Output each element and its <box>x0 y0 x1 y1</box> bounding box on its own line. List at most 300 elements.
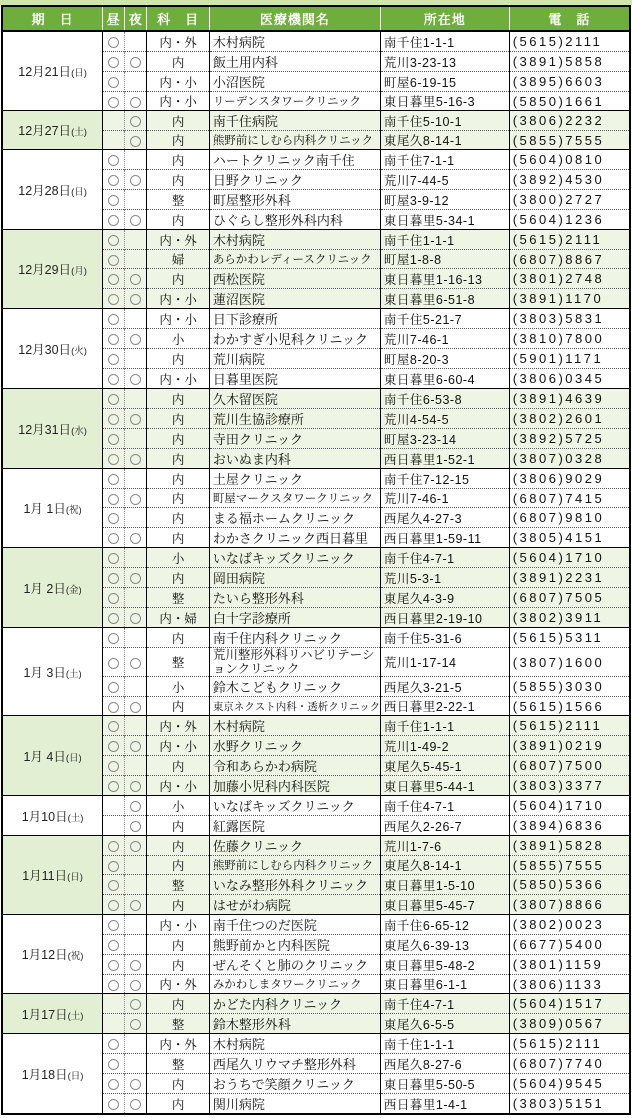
department-cell: 小 <box>147 329 209 349</box>
facility-name-cell: 南千住つのだ医院 <box>209 915 380 935</box>
open-circle-icon <box>108 553 119 564</box>
address-cell: 西日暮里2-22-1 <box>380 697 509 716</box>
night-mark-cell <box>125 677 147 697</box>
daytime-mark-cell <box>103 1034 125 1054</box>
open-circle-icon <box>130 821 141 832</box>
phone-cell: (3806)0345 <box>509 369 630 389</box>
daytime-mark-cell <box>103 895 125 915</box>
open-circle-icon <box>130 533 141 544</box>
open-circle-icon <box>130 1079 141 1090</box>
address-cell: 東日暮里1-5-10 <box>380 875 509 895</box>
phone-cell: (5615)2111 <box>509 1034 630 1054</box>
address-cell: 荒川7-46-1 <box>380 329 509 349</box>
address-cell: 南千住4-7-1 <box>380 994 509 1014</box>
facility-name-cell: 西松医院 <box>209 269 380 289</box>
open-circle-icon <box>108 741 119 752</box>
night-mark-cell <box>125 409 147 429</box>
open-circle-icon <box>108 533 119 544</box>
date-label: 12月29日 <box>18 263 72 277</box>
facility-name-cell: 佐藤クリニック <box>209 836 380 856</box>
open-circle-icon <box>108 414 119 425</box>
facility-name-cell: 令和あらかわ病院 <box>209 756 380 776</box>
daytime-mark-cell <box>103 429 125 449</box>
open-circle-icon <box>108 1079 119 1090</box>
address-cell: 南千住7-12-15 <box>380 469 509 489</box>
facility-name-cell: 熊野前にしむら内科クリニック <box>209 131 380 150</box>
daytime-mark-cell <box>103 856 125 875</box>
date-cell <box>2 230 103 309</box>
phone-cell: (6807)9810 <box>509 508 630 528</box>
department-cell: 内 <box>147 150 209 170</box>
day-of-week-label: (土) <box>67 812 84 824</box>
day-of-week-label: (土) <box>65 668 82 680</box>
address-cell: 荒川7-46-1 <box>380 489 509 508</box>
department-cell: 内・外 <box>147 31 209 52</box>
date-label: 1月12日 <box>21 948 68 962</box>
department-cell: 内 <box>147 170 209 190</box>
address-cell: 南千住1-1-1 <box>380 1034 509 1054</box>
phone-cell: (6807)7740 <box>509 1054 630 1074</box>
day-of-week-label: (日) <box>67 1070 84 1082</box>
department-cell: 内 <box>147 628 209 648</box>
open-circle-icon <box>130 741 141 752</box>
open-circle-icon <box>108 721 119 732</box>
facility-name-cell: かどた内科クリニック <box>209 994 380 1014</box>
day-of-week-label: (金) <box>65 584 82 596</box>
phone-cell: (5850)1661 <box>509 92 630 111</box>
address-cell: 東日暮里6-1-1 <box>380 975 509 994</box>
facility-name-cell: 熊野前かと内科医院 <box>209 935 380 955</box>
phone-cell: (3891)5858 <box>509 52 630 72</box>
phone-cell: (3803)5831 <box>509 309 630 329</box>
open-circle-icon <box>108 841 119 852</box>
facility-name-cell: 寺田クリニック <box>209 429 380 449</box>
open-circle-icon <box>130 841 141 852</box>
night-mark-cell <box>125 836 147 856</box>
schedule-row <box>2 111 630 131</box>
department-cell: 小 <box>147 677 209 697</box>
address-cell: 荒川3-23-13 <box>380 52 509 72</box>
daytime-mark-cell <box>103 756 125 776</box>
day-of-week-label: (日) <box>71 186 87 198</box>
day-of-week-label: (祝) <box>65 505 82 516</box>
night-mark-cell <box>125 131 147 150</box>
address-cell: 南千住6-53-8 <box>380 389 509 409</box>
phone-cell: (5850)5366 <box>509 875 630 895</box>
phone-cell: (5604)0810 <box>509 150 630 170</box>
department-cell: 内 <box>147 111 209 131</box>
daytime-mark-cell <box>103 349 125 369</box>
facility-name-cell: まる福ホームクリニック <box>209 508 380 528</box>
address-cell: 南千住1-1-1 <box>380 31 509 52</box>
open-circle-icon <box>130 900 141 911</box>
open-circle-icon <box>130 801 141 812</box>
phone-cell: (3891)4639 <box>509 389 630 409</box>
night-mark-cell <box>125 210 147 230</box>
daytime-mark-cell <box>103 289 125 309</box>
address-cell: 東尾久8-14-1 <box>380 856 509 875</box>
phone-cell: (5604)1236 <box>509 210 630 230</box>
night-mark-cell <box>125 697 147 716</box>
daytime-mark-cell <box>103 72 125 92</box>
open-circle-icon <box>108 900 119 911</box>
open-circle-icon <box>130 374 141 385</box>
open-circle-icon <box>108 155 119 166</box>
daytime-mark-cell <box>103 796 125 816</box>
open-circle-icon <box>108 434 119 445</box>
department-cell: 内 <box>147 528 209 548</box>
address-cell: 南千住4-7-1 <box>380 548 509 568</box>
open-circle-icon <box>130 334 141 345</box>
night-mark-cell <box>125 150 147 170</box>
open-circle-icon <box>108 77 119 88</box>
department-cell: 整 <box>147 875 209 895</box>
phone-cell: (3810)7800 <box>509 329 630 349</box>
col-header-dept: 科 目 <box>147 6 209 31</box>
night-mark-cell <box>125 975 147 994</box>
open-circle-icon <box>130 1019 141 1030</box>
address-cell: 荒川7-44-5 <box>380 170 509 190</box>
daytime-mark-cell <box>103 548 125 568</box>
night-mark-cell <box>125 190 147 210</box>
address-cell: 荒川5-3-1 <box>380 568 509 588</box>
open-circle-icon <box>108 334 119 345</box>
address-cell: 東尾久6-39-13 <box>380 935 509 955</box>
address-cell: 西尾久4-27-3 <box>380 508 509 528</box>
open-circle-icon <box>130 215 141 226</box>
daytime-mark-cell <box>103 1014 125 1034</box>
department-cell: 内 <box>147 449 209 469</box>
phone-cell: (5855)7555 <box>509 131 630 150</box>
facility-name-cell: 土屋クリニック <box>209 469 380 489</box>
phone-cell: (3895)6603 <box>509 72 630 92</box>
department-cell: 内 <box>147 131 209 150</box>
phone-cell: (5901)1171 <box>509 349 630 369</box>
night-mark-cell <box>125 816 147 836</box>
phone-cell: (5615)1566 <box>509 697 630 716</box>
night-mark-cell <box>125 528 147 548</box>
address-cell: 荒川1-17-14 <box>380 648 509 677</box>
department-cell: 内 <box>147 836 209 856</box>
address-cell: 荒川1-7-6 <box>380 836 509 856</box>
phone-cell: (3805)4151 <box>509 528 630 548</box>
address-cell: 町屋6-19-15 <box>380 72 509 92</box>
date-cell <box>2 994 103 1034</box>
open-circle-icon <box>130 57 141 68</box>
address-cell: 東日暮里5-45-7 <box>380 895 509 915</box>
open-circle-icon <box>130 573 141 584</box>
night-mark-cell <box>125 31 147 52</box>
facility-name-cell: 日暮里医院 <box>209 369 380 389</box>
phone-cell: (5604)1517 <box>509 994 630 1014</box>
night-mark-cell <box>125 756 147 776</box>
open-circle-icon <box>130 999 141 1010</box>
facility-name-cell: 岡田病院 <box>209 568 380 588</box>
night-mark-cell <box>125 469 147 489</box>
night-mark-cell <box>125 72 147 92</box>
medical-duty-schedule-table <box>1 5 631 1115</box>
facility-name-cell: 木村病院 <box>209 716 380 736</box>
address-cell: 荒川1-49-2 <box>380 736 509 756</box>
daytime-mark-cell <box>103 449 125 469</box>
schedule-row <box>2 150 630 170</box>
address-cell: 西日暮里1-4-1 <box>380 1094 509 1115</box>
facility-name-cell: みかわしまタワークリニック <box>209 975 380 994</box>
phone-cell: (5604)9545 <box>509 1074 630 1094</box>
daytime-mark-cell <box>103 230 125 250</box>
address-cell: 西日暮里1-59-11 <box>380 528 509 548</box>
phone-cell: (6807)7505 <box>509 588 630 608</box>
facility-name-cell: 木村病院 <box>209 31 380 52</box>
department-cell: 内・外 <box>147 716 209 736</box>
phone-cell: (3801)1159 <box>509 955 630 975</box>
open-circle-icon <box>108 1099 119 1110</box>
phone-cell: (5615)2111 <box>509 230 630 250</box>
open-circle-icon <box>108 880 119 891</box>
daytime-mark-cell <box>103 648 125 677</box>
department-cell: 整 <box>147 588 209 608</box>
address-cell: 東日暮里5-44-1 <box>380 776 509 796</box>
facility-name-cell: 町屋マークスタワークリニック <box>209 489 380 508</box>
address-cell: 東日暮里5-16-3 <box>380 92 509 111</box>
phone-cell: (6677)5400 <box>509 935 630 955</box>
open-circle-icon <box>108 633 119 644</box>
open-circle-icon <box>108 702 119 713</box>
department-cell: 内 <box>147 756 209 776</box>
address-cell: 西尾久3-21-5 <box>380 677 509 697</box>
department-cell: 内 <box>147 489 209 508</box>
phone-cell: (3891)5828 <box>509 836 630 856</box>
address-cell: 東尾久6-5-5 <box>380 1014 509 1034</box>
daytime-mark-cell <box>103 716 125 736</box>
night-mark-cell <box>125 955 147 975</box>
open-circle-icon <box>108 1059 119 1070</box>
daytime-mark-cell <box>103 875 125 895</box>
facility-name-cell: 紅露医院 <box>209 816 380 836</box>
phone-cell: (3802)0023 <box>509 915 630 935</box>
schedule-row <box>2 796 630 816</box>
daytime-mark-cell <box>103 190 125 210</box>
phone-cell: (6807)7500 <box>509 756 630 776</box>
phone-cell: (3806)1133 <box>509 975 630 994</box>
department-cell: 内 <box>147 508 209 528</box>
address-cell: 東尾久4-3-9 <box>380 588 509 608</box>
daytime-mark-cell <box>103 677 125 697</box>
phone-cell: (6807)8867 <box>509 250 630 269</box>
facility-name-cell: 鈴木整形外科 <box>209 1014 380 1034</box>
address-cell: 東日暮里5-50-5 <box>380 1074 509 1094</box>
table-header-row <box>2 6 630 31</box>
daytime-mark-cell <box>103 469 125 489</box>
date-label: 1月 2日 <box>23 581 66 596</box>
day-of-week-label: (日) <box>65 752 82 764</box>
phone-cell: (3809)0567 <box>509 1014 630 1034</box>
day-of-week-label: (日) <box>67 872 83 883</box>
night-mark-cell <box>125 269 147 289</box>
night-mark-cell <box>125 289 147 309</box>
address-cell: 西日暮里2-19-10 <box>380 608 509 628</box>
night-mark-cell <box>125 230 147 250</box>
daytime-mark-cell <box>103 816 125 836</box>
department-cell: 内 <box>147 389 209 409</box>
facility-name-cell: 熊野前にしむら内科クリニック <box>209 856 380 875</box>
day-of-week-label: (月) <box>71 266 87 277</box>
phone-cell: (3891)2231 <box>509 568 630 588</box>
department-cell: 整 <box>147 190 209 210</box>
open-circle-icon <box>108 593 119 604</box>
open-circle-icon <box>108 781 119 792</box>
open-circle-icon <box>130 136 141 147</box>
night-mark-cell <box>125 875 147 895</box>
address-cell: 南千住5-10-1 <box>380 111 509 131</box>
date-cell <box>2 796 103 836</box>
address-cell: 西尾久8-27-6 <box>380 1054 509 1074</box>
open-circle-icon <box>108 97 119 108</box>
daytime-mark-cell <box>103 975 125 994</box>
facility-name-cell: 木村病院 <box>209 230 380 250</box>
open-circle-icon <box>108 294 119 305</box>
department-cell: 内・小 <box>147 289 209 309</box>
department-cell: 整 <box>147 648 209 677</box>
facility-name-cell: わかさクリニック西日暮里 <box>209 528 380 548</box>
date-label: 1月18日 <box>21 1067 68 1082</box>
daytime-mark-cell <box>103 52 125 72</box>
phone-cell: (5615)2111 <box>509 716 630 736</box>
department-cell: 内 <box>147 816 209 836</box>
phone-cell: (3800)2727 <box>509 190 630 210</box>
facility-name-cell: 水野クリニック <box>209 736 380 756</box>
night-mark-cell <box>125 895 147 915</box>
department-cell: 内 <box>147 210 209 230</box>
facility-name-cell: 日下診療所 <box>209 309 380 329</box>
open-circle-icon <box>130 1099 141 1110</box>
day-of-week-label: (祝) <box>67 951 84 962</box>
open-circle-icon <box>108 274 119 285</box>
night-mark-cell <box>125 648 147 677</box>
address-cell: 南千住1-1-1 <box>380 716 509 736</box>
department-cell: 内 <box>147 856 209 875</box>
facility-name-cell: 木村病院 <box>209 1034 380 1054</box>
facility-name-cell: 日野クリニック <box>209 170 380 190</box>
open-circle-icon <box>130 494 141 505</box>
night-mark-cell <box>125 329 147 349</box>
phone-cell: (3806)9029 <box>509 469 630 489</box>
department-cell: 内 <box>147 568 209 588</box>
address-cell: 南千住1-1-1 <box>380 230 509 250</box>
address-cell: 南千住6-65-12 <box>380 915 509 935</box>
daytime-mark-cell <box>103 1074 125 1094</box>
day-of-week-label: (水) <box>71 425 87 437</box>
date-cell <box>2 836 103 915</box>
open-circle-icon <box>130 414 141 425</box>
department-cell: 内 <box>147 52 209 72</box>
date-cell <box>2 389 103 469</box>
night-mark-cell <box>125 389 147 409</box>
phone-cell: (3892)5725 <box>509 429 630 449</box>
department-cell: 整 <box>147 1054 209 1074</box>
facility-name-cell: 荒川病院 <box>209 349 380 369</box>
facility-name-cell: いなばキッズクリニック <box>209 548 380 568</box>
open-circle-icon <box>108 494 119 505</box>
schedule-row <box>2 836 630 856</box>
date-cell <box>2 1034 103 1115</box>
night-mark-cell <box>125 935 147 955</box>
open-circle-icon <box>108 474 119 485</box>
night-mark-cell <box>125 994 147 1014</box>
open-circle-icon <box>130 294 141 305</box>
schedule-row <box>2 1034 630 1054</box>
day-of-week-label: (土) <box>71 127 87 138</box>
open-circle-icon <box>108 940 119 951</box>
department-cell: 婦 <box>147 250 209 269</box>
facility-name-cell: おうちで笑顔クリニック <box>209 1074 380 1094</box>
daytime-mark-cell <box>103 409 125 429</box>
phone-cell: (5855)3030 <box>509 677 630 697</box>
daytime-mark-cell <box>103 210 125 230</box>
night-mark-cell <box>125 1074 147 1094</box>
department-cell: 内 <box>147 1094 209 1115</box>
address-cell: 東日暮里1-16-13 <box>380 269 509 289</box>
col-header-address: 所在地 <box>380 6 509 31</box>
open-circle-icon <box>108 1039 119 1050</box>
open-circle-icon <box>108 658 119 669</box>
phone-cell: (5615)5311 <box>509 628 630 648</box>
department-cell: 内・小 <box>147 92 209 111</box>
night-mark-cell <box>125 369 147 389</box>
night-mark-cell <box>125 1034 147 1054</box>
night-mark-cell <box>125 588 147 608</box>
phone-cell: (3891)1170 <box>509 289 630 309</box>
daytime-mark-cell <box>103 269 125 289</box>
date-cell <box>2 31 103 111</box>
phone-cell: (6807)7415 <box>509 489 630 508</box>
facility-name-cell: いなみ整形外科クリニック <box>209 875 380 895</box>
phone-cell: (3891)0219 <box>509 736 630 756</box>
facility-name-cell: はせがわ病院 <box>209 895 380 915</box>
night-mark-cell <box>125 1014 147 1034</box>
department-cell: 内・外 <box>147 230 209 250</box>
daytime-mark-cell <box>103 994 125 1014</box>
address-cell: 町屋3-9-12 <box>380 190 509 210</box>
open-circle-icon <box>108 920 119 931</box>
address-cell: 東日暮里6-60-4 <box>380 369 509 389</box>
daytime-mark-cell <box>103 389 125 409</box>
department-cell: 内・小 <box>147 736 209 756</box>
night-mark-cell <box>125 548 147 568</box>
address-cell: 南千住5-21-7 <box>380 309 509 329</box>
open-circle-icon <box>108 215 119 226</box>
department-cell: 内 <box>147 895 209 915</box>
address-cell: 西尾久2-26-7 <box>380 816 509 836</box>
department-cell: 内・小 <box>147 309 209 329</box>
night-mark-cell <box>125 489 147 508</box>
department-cell: 内 <box>147 1074 209 1094</box>
department-cell: 内 <box>147 955 209 975</box>
facility-name-cell: 南千住内科クリニック <box>209 628 380 648</box>
phone-cell: (3806)2232 <box>509 111 630 131</box>
facility-name-cell: 白十字診療所 <box>209 608 380 628</box>
phone-cell: (3802)2601 <box>509 409 630 429</box>
phone-cell: (3802)3911 <box>509 608 630 628</box>
phone-cell: (5604)1710 <box>509 548 630 568</box>
schedule-row <box>2 915 630 935</box>
address-cell: 南千住5-31-6 <box>380 628 509 648</box>
daytime-mark-cell <box>103 628 125 648</box>
open-circle-icon <box>130 702 141 713</box>
facility-name-cell: おいぬま内科 <box>209 449 380 469</box>
date-label: 1月 3日 <box>23 665 66 680</box>
department-cell: 内 <box>147 935 209 955</box>
